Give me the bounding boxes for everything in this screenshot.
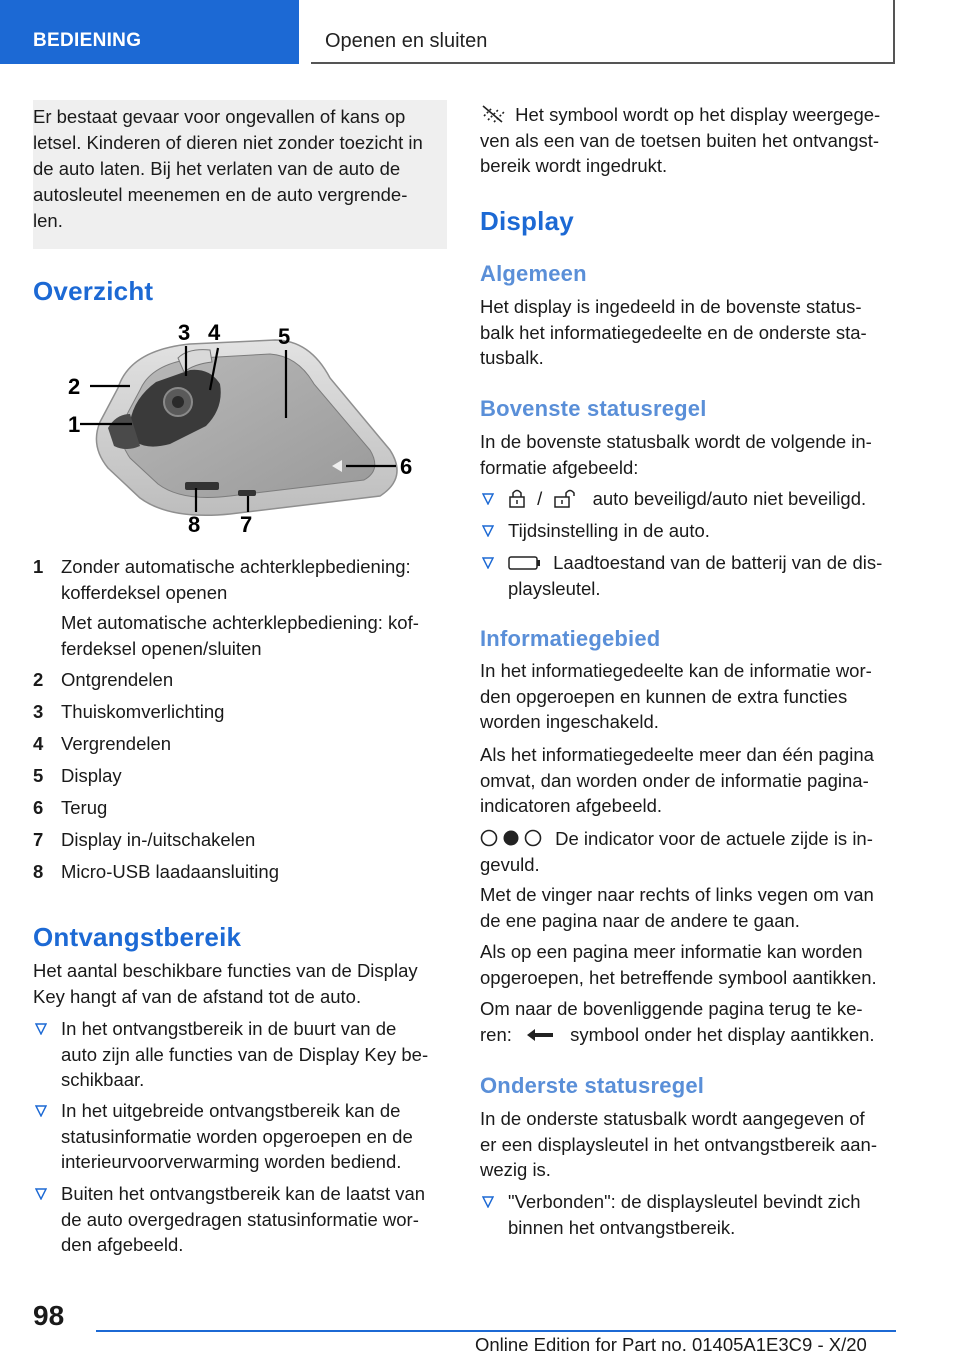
legend-number: 2 bbox=[33, 669, 44, 690]
battery-icon bbox=[508, 554, 542, 572]
bottom-status-text bbox=[480, 1106, 900, 1183]
reception-intro-line: Het aantal beschikbare functies van de Display bbox=[33, 960, 418, 981]
callout-4: 4 bbox=[208, 320, 221, 345]
top-status-text-line: In de bovenste statusbalk wordt de volgende in- bbox=[480, 431, 872, 452]
callout-6: 6 bbox=[400, 454, 413, 479]
bottom-status-line: er een displaysleutel in het ontvangstbereik aan- bbox=[480, 1133, 877, 1155]
bottom-status-bullet-line: binnen het ontvangstbereik. bbox=[508, 1216, 736, 1238]
header-chapter-label: Openen en sluiten bbox=[325, 30, 488, 52]
info-line: Om naar de bovenliggende pagina terug te ke- bbox=[480, 998, 863, 1019]
out-of-range-note-line: ven als een van de toetsen buiten het ontvangst- bbox=[480, 129, 880, 151]
info-heading: Informatiegebied bbox=[480, 626, 661, 651]
triangle-bullet-icon bbox=[482, 525, 494, 537]
info-line: den opgeroepen en kunnen de extra functies bbox=[480, 685, 848, 707]
header-chapter-tab bbox=[311, 0, 895, 64]
key-power-button bbox=[238, 490, 256, 496]
battery-text-line: Laadtoestand van de batterij van de dis- bbox=[553, 552, 883, 573]
legend-text: kofferdeksel openen bbox=[61, 581, 228, 603]
lock-separator: / bbox=[537, 488, 543, 509]
display-heading: Display bbox=[480, 206, 574, 236]
reception-bullet-line: In het ontvangstbereik in de buurt van de bbox=[61, 1018, 397, 1039]
legend-text: Zonder automatische achterklepbediening: bbox=[61, 556, 411, 577]
warning-line: len. bbox=[33, 210, 63, 231]
overview-heading: Overzicht bbox=[33, 276, 154, 306]
info-line: gevuld. bbox=[480, 853, 540, 875]
info-line: worden ingeschakeld. bbox=[480, 711, 659, 732]
info-line: symbool onder het display aantikken. bbox=[570, 1023, 875, 1045]
general-text-line: tusbalk. bbox=[480, 347, 544, 368]
callout-2: 2 bbox=[68, 374, 81, 399]
legend-text: Thuiskomverlichting bbox=[61, 701, 225, 722]
info-line: Als het informatiegedeelte meer dan één pagina bbox=[480, 744, 874, 765]
legend-text: Display in-/uitschakelen bbox=[61, 829, 256, 850]
triangle-bullet-icon bbox=[482, 1196, 494, 1208]
bottom-status-line: wezig is. bbox=[480, 1159, 551, 1180]
out-of-range-icon bbox=[480, 104, 510, 124]
general-text-line: balk het informatiegedeelte en de onderste sta- bbox=[480, 321, 867, 343]
callout-1: 1 bbox=[68, 412, 81, 437]
out-of-range-note-line: Het symbool wordt op het display weergege- bbox=[515, 104, 881, 125]
footer-rule bbox=[96, 1330, 896, 1332]
legend-text: Ontgrendelen bbox=[61, 669, 174, 690]
key-usb-port bbox=[185, 482, 219, 490]
warning-line: de auto laten. Bij het verlaten van de auto de bbox=[33, 158, 401, 179]
legend-number: 6 bbox=[33, 797, 44, 818]
triangle-bullet-icon bbox=[482, 493, 494, 505]
display-key-illustration bbox=[60, 318, 420, 540]
info-line: ren: bbox=[480, 1023, 512, 1045]
time-setting-text: Tijdsinstelling in de auto. bbox=[508, 520, 710, 541]
reception-bullet-line: den afgebeeld. bbox=[61, 1234, 184, 1255]
info-line: Als op een pagina meer informatie kan worden bbox=[480, 941, 863, 962]
legend-text: Met automatische achterklepbediening: kof- bbox=[61, 612, 419, 633]
bottom-status-bullet-line: "Verbonden": de displaysleutel bevindt zich bbox=[508, 1191, 861, 1212]
bottom-status-line: In de onderste statusbalk wordt aangegeven of bbox=[480, 1108, 865, 1129]
lock-open-icon bbox=[553, 488, 579, 508]
info-line: indicatoren afgebeeld. bbox=[480, 795, 663, 816]
info-line: opgeroepen, het betreffende symbool aantikken. bbox=[480, 966, 877, 988]
info-paragraph bbox=[480, 658, 900, 735]
header-section-tab bbox=[0, 0, 299, 64]
info-paragraph bbox=[480, 882, 900, 933]
lock-status-text: auto beveiligd/auto niet beveiligd. bbox=[592, 488, 867, 509]
legend-number: 8 bbox=[33, 861, 44, 882]
warning-line: letsel. Kinderen of dieren niet zonder toezicht in bbox=[33, 132, 423, 153]
lock-closed-icon bbox=[508, 488, 526, 508]
reception-bullet-line: de auto overgedragen statusinformatie wor- bbox=[61, 1208, 419, 1230]
header-section-label: BEDIENING bbox=[33, 30, 142, 51]
reception-bullet-line: interieurvoorverwarming worden bediend. bbox=[61, 1151, 402, 1172]
out-of-range-note-line: bereik wordt ingedrukt. bbox=[480, 155, 668, 176]
reception-bullet-line: Buiten het ontvangstbereik kan de laatst van bbox=[61, 1183, 426, 1204]
info-paragraph bbox=[480, 939, 900, 990]
reception-bullet-line: In het uitgebreide ontvangstbereik kan de bbox=[61, 1100, 401, 1121]
info-paragraph bbox=[480, 742, 900, 819]
battery-text-line: playsleutel. bbox=[508, 577, 601, 599]
info-line: De indicator voor de actuele zijde is in- bbox=[555, 828, 873, 849]
warning-line: Er bestaat gevaar voor ongevallen of kans op bbox=[33, 106, 406, 127]
top-status-text-line: formatie afgebeeld: bbox=[480, 456, 639, 478]
top-status-text bbox=[480, 429, 900, 480]
legend-number: 5 bbox=[33, 765, 44, 786]
reception-bullet-line: schikbaar. bbox=[61, 1069, 145, 1090]
out-of-range-note bbox=[480, 102, 900, 179]
reception-intro-line: Key hangt af van de afstand tot de auto. bbox=[33, 985, 362, 1007]
legend-number: 4 bbox=[33, 733, 44, 754]
callout-5: 5 bbox=[278, 324, 291, 349]
legend-number: 1 bbox=[33, 556, 44, 577]
page-indicator-icon bbox=[480, 828, 544, 848]
general-heading: Algemeen bbox=[480, 261, 587, 286]
info-line: omvat, dan worden onder de informatie pagina- bbox=[480, 769, 869, 791]
callout-3: 3 bbox=[178, 320, 191, 345]
legend-text: Display bbox=[61, 765, 122, 786]
callout-8: 8 bbox=[188, 512, 201, 537]
general-text-line: Het display is ingedeeld in de bovenste status- bbox=[480, 296, 862, 317]
legend-text: ferdeksel openen/sluiten bbox=[61, 637, 262, 659]
reception-bullet-line: auto zijn alle functies van de Display Key be- bbox=[61, 1043, 429, 1065]
triangle-bullet-icon bbox=[35, 1023, 47, 1035]
triangle-bullet-icon bbox=[482, 557, 494, 569]
legend-number: 3 bbox=[33, 701, 44, 722]
general-text bbox=[480, 294, 900, 371]
footer-edition: Online Edition for Part no. 01405A1E3C9 - X/20 bbox=[475, 1334, 867, 1355]
bottom-status-heading: Onderste statusregel bbox=[480, 1073, 705, 1098]
top-status-heading: Bovenste statusregel bbox=[480, 396, 707, 421]
reception-intro bbox=[33, 958, 447, 1009]
info-line: Met de vinger naar rechts of links vegen om van bbox=[480, 884, 874, 905]
info-line: In het informatiegedeelte kan de informatie wor- bbox=[480, 660, 872, 681]
warning-line: autosleutel meenemen en de auto vergrende- bbox=[33, 184, 408, 205]
info-paragraph bbox=[480, 826, 900, 877]
triangle-bullet-icon bbox=[35, 1105, 47, 1117]
info-paragraph bbox=[480, 996, 900, 1047]
page-number: 98 bbox=[33, 1300, 65, 1331]
triangle-bullet-icon bbox=[35, 1188, 47, 1200]
warning-box bbox=[33, 100, 447, 249]
back-arrow-icon bbox=[525, 1026, 557, 1044]
callout-7: 7 bbox=[240, 512, 253, 537]
legend-text: Vergrendelen bbox=[61, 733, 172, 754]
overview-legend bbox=[33, 554, 447, 894]
legend-text: Terug bbox=[61, 797, 108, 818]
legend-number: 7 bbox=[33, 829, 44, 850]
info-line: de ene pagina naar de andere te gaan. bbox=[480, 909, 800, 931]
reception-heading: Ontvangstbereik bbox=[33, 922, 242, 952]
legend-text: Micro-USB laadaansluiting bbox=[61, 861, 279, 882]
key-center-dot bbox=[172, 396, 184, 408]
reception-bullet-line: statusinformatie worden opgeroepen en de bbox=[61, 1125, 413, 1147]
